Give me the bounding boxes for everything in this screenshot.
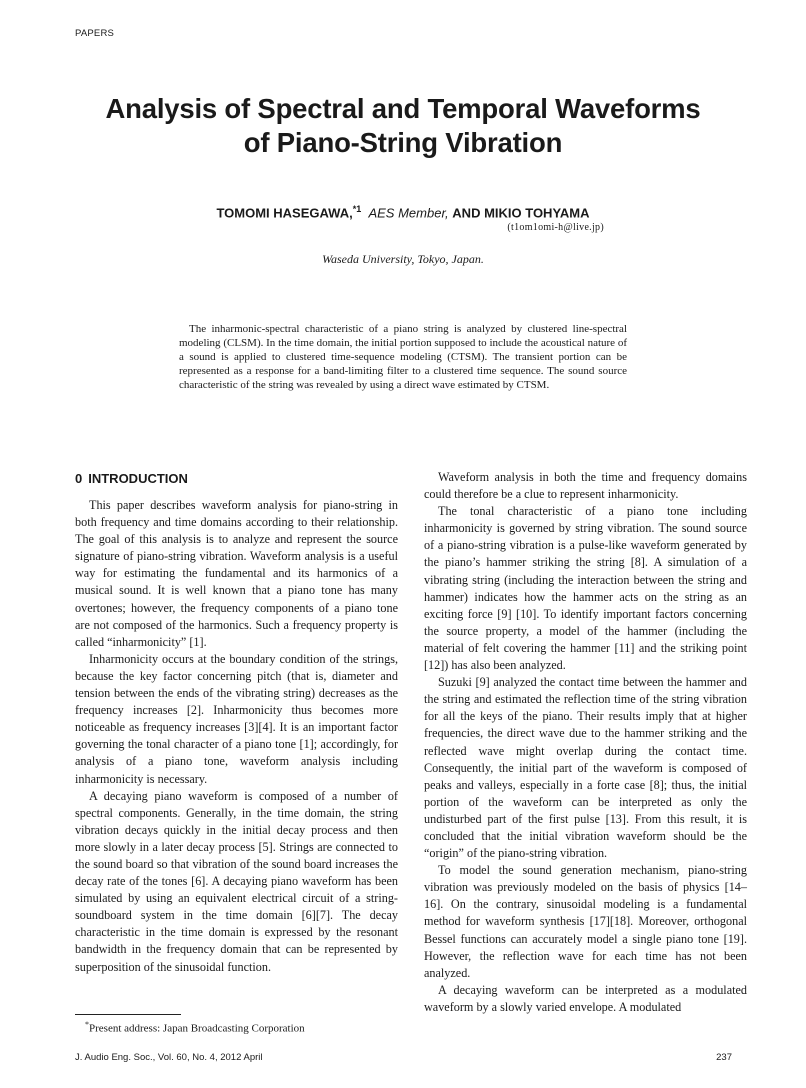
author-1-footnote-mark: *1 — [352, 204, 362, 214]
body-paragraph: Suzuki [9] analyzed the contact time between the hammer and the string and estimated the reflection time of the string vibration for all the keys of the piano. Their results imply that at higher frequencies, the direct wave due to the hammer striking and the reflected wave might overlap during the contact time. Consequently, the initial part of the waveform is composed of peaks and valleys, especially in a forte case [8]; thus, the initial portion of the waveform can be interpreted as only the undisturbed part of the first pulse [13]. From this result, it is concluded that the initial vibration waveform should be the “origin” of the piano-string vibration. — [424, 675, 747, 861]
page-number: 237 — [716, 1052, 732, 1063]
author-2: AND MIKIO TOHYAMA — [452, 205, 590, 221]
author-1: TOMOMI HASEGAWA, — [216, 205, 353, 221]
section-heading-text: INTRODUCTION — [88, 471, 188, 486]
title-line-1: Analysis of Spectral and Temporal Waveforms — [105, 93, 701, 124]
section-number: 0 — [75, 471, 83, 486]
body-paragraph: A decaying piano waveform is composed of a number of spectral components. Generally, in the time domain, the string vibration decays quickly in the initial decay process and then more slowly in a later decay process [5]. Strings are connected to the sound board so that vibration of the sound board increases the decay rate of the tones [6]. A decaying piano waveform has been simulated by using an equivalent electrical circuit of a string-soundboard system in the time domain [6][7]. The decay characteristic in the time domain is expressed by the resonant bandwidth in the frequency domain that can be represented by superposition of the sinusoidal function. — [75, 788, 398, 974]
section-heading-introduction — [75, 471, 188, 486]
footnote-text: Present address: Japan Broadcasting Corporation — [89, 1022, 305, 1035]
section-label: PAPERS — [75, 28, 115, 39]
footnote-divider — [75, 1014, 181, 1015]
affiliation: Waseda University, Tokyo, Japan. — [322, 252, 484, 266]
title-line-2: of Piano-String Vibration — [243, 127, 563, 158]
body-paragraph: Inharmonicity occurs at the boundary condition of the strings, because the key factor concerning pitch (that is, diameter and tension between the ends of the vibrating string) decreases as the frequency increases [2]. Inharmonicity thus becomes more noticeable as frequency increases [3][4]. It is an important factor governing the tonal character of a piano tone [1]; accordingly, for analysis of a piano tone, waveform analysis including inharmonicity is necessary. — [75, 651, 398, 786]
body-paragraph: Waveform analysis in both the time and frequency domains could therefore be a clue to represent inharmonicity. — [424, 470, 747, 502]
footnote-mark: * — [85, 1020, 89, 1029]
body-paragraph: A decaying waveform can be interpreted as a modulated waveform by a slowly varied envelope. A modulated — [424, 982, 747, 1014]
body-paragraph: This paper describes waveform analysis for piano-string in both frequency and time domains according to their relationship. The goal of this analysis is to analyze and represent the source signature of piano-string vibration. Waveform analysis is a useful way for estimating the fundamental and its harmonics of a musical sound. It is well known that a piano tone has many overtones; however, the frequency components of a piano tone are not composed of the harmonics. Such a frequency property is called “inharmonicity” [1]. — [75, 498, 398, 649]
footnote — [85, 1020, 305, 1035]
right-column — [424, 469, 747, 1016]
body-paragraph: To model the sound generation mechanism, piano-string vibration was previously modeled on the basis of physics [14–16]. On the contrary, sinusoidal modeling is a fundamental method for waveform synthesis [17][18]. Moreover, orthogonal Bessel functions can accurately model a single piano tone [19]. However, the reflection wave for each time has not been analyzed. — [424, 863, 747, 980]
paper-title — [60, 92, 746, 160]
author-line — [60, 204, 746, 220]
abstract: The inharmonic-spectral characteristic of a piano string is analyzed by clustered line-spectral modeling (CLSM). In the time domain, the initial portion supposed to include the acoustical nature of a sound is applied to clustered time-sequence modeling (CTSM). The transient portion can be represented as a response for a band-limiting filter to a clustered time sequence. The sound source characteristic of the string was revealed by using a direct wave estimated by CTSM. — [179, 323, 627, 392]
journal-citation: J. Audio Eng. Soc., Vol. 60, No. 4, 2012 April — [75, 1052, 263, 1063]
author-email: (t1om1omi-h@live.jp) — [507, 222, 604, 233]
membership-label: AES Member, — [368, 205, 449, 221]
left-column — [75, 497, 398, 976]
body-paragraph: The tonal characteristic of a piano tone including inharmonicity is governed by string vibration. The sound source of a piano-string vibration is a pulse-like waveform generated by the piano’s hammer striking the string [8]. A simulation of a vibrating string (including the interaction between the string and hammer) indicates how the hammer acts on the string as an exciting force [9] [10]. To identify important factors concerning the source property, a model of the hammer (including the material of felt covering the hammer [11] and the striking point [12]) has also been analyzed. — [424, 504, 747, 673]
